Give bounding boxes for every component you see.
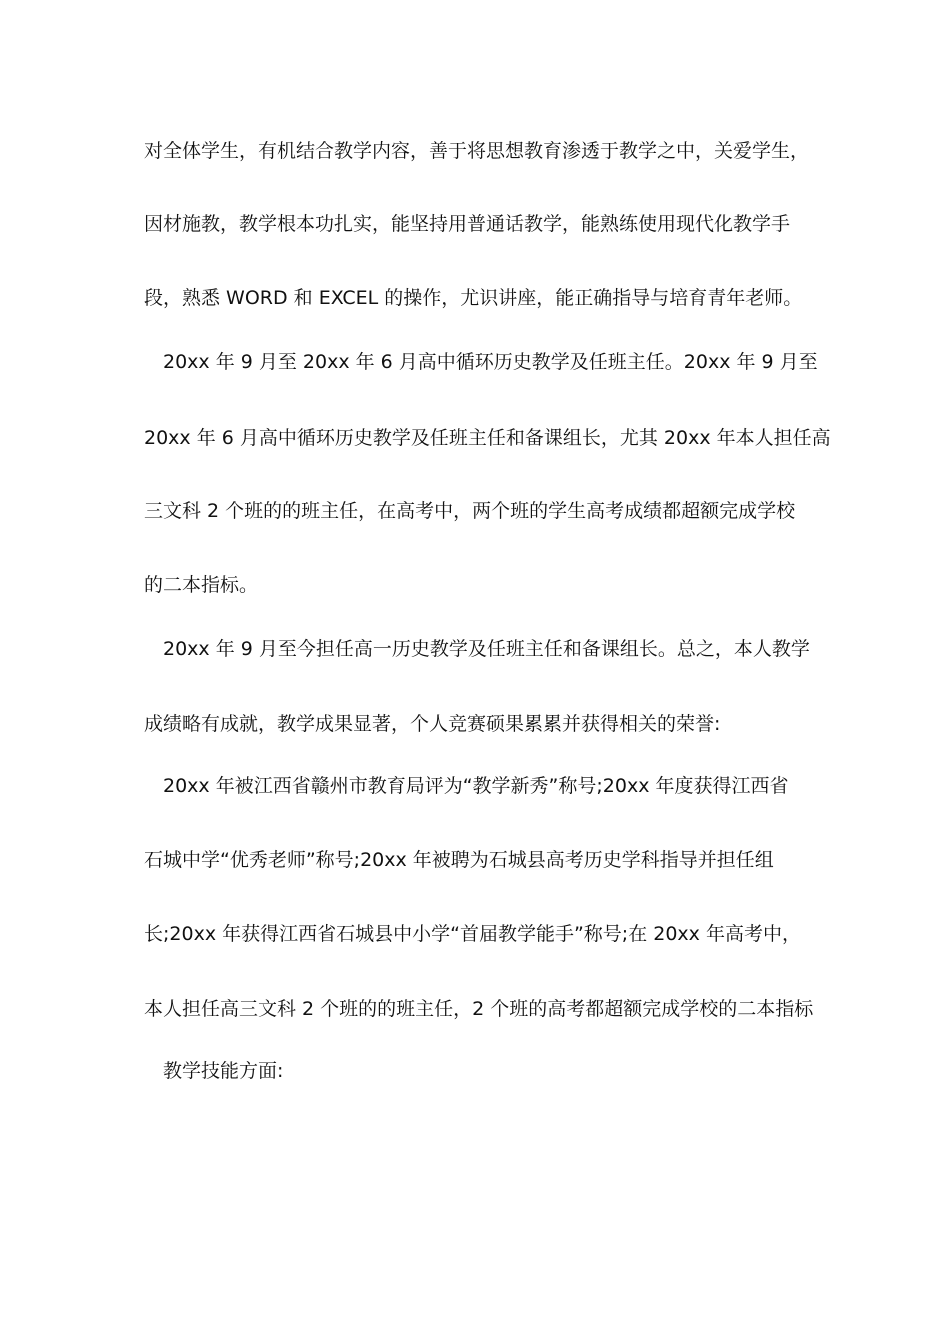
paragraph-line-6: 三文科 2 个班的的班主任，在高考中，两个班的学生高考成绩都超额完成学校 (144, 500, 796, 522)
paragraph-line-1: 对全体学生，有机结合教学内容，善于将思想教育渗透于教学之中，关爱学生， (144, 140, 810, 162)
paragraph-line-4: 20xx 年 9 月至 20xx 年 6 月高中循环历史教学及任班主任。20xx 年 9 月至 (163, 351, 818, 373)
paragraph-line-11: 石城中学“优秀老师”称号;20xx 年被聘为石城县高考历史学科指导并担任组 (144, 849, 774, 871)
paragraph-line-9: 成绩略有成就，教学成果显著，个人竞赛硕果累累并获得相关的荣誉: (144, 713, 721, 735)
paragraph-line-12: 长;20xx 年获得江西省石城县中小学“首届教学能手”称号;在 20xx 年高考中， (144, 923, 801, 945)
paragraph-line-7: 的二本指标。 (144, 574, 259, 596)
paragraph-line-13: 本人担任高三文科 2 个班的的班主任，2 个班的高考都超额完成学校的二本指标 (144, 998, 814, 1020)
paragraph-line-2: 因材施教，教学根本功扎实，能坚持用普通话教学，能熟练使用现代化教学手 (144, 213, 791, 235)
paragraph-line-3: 段，熟悉 WORD 和 EXCEL 的操作，尤识讲座，能正确指导与培育青年老师。 (144, 287, 803, 309)
paragraph-line-10: 20xx 年被江西省赣州市教育局评为“教学新秀”称号;20xx 年度获得江西省 (163, 775, 789, 797)
section-heading: 教学技能方面: (163, 1060, 284, 1082)
paragraph-line-8: 20xx 年 9 月至今担任高一历史教学及任班主任和备课组长。总之，本人教学 (163, 638, 810, 660)
paragraph-line-5: 20xx 年 6 月高中循环历史教学及任班主任和备课组长，尤其 20xx 年本人担任高 (144, 427, 831, 449)
